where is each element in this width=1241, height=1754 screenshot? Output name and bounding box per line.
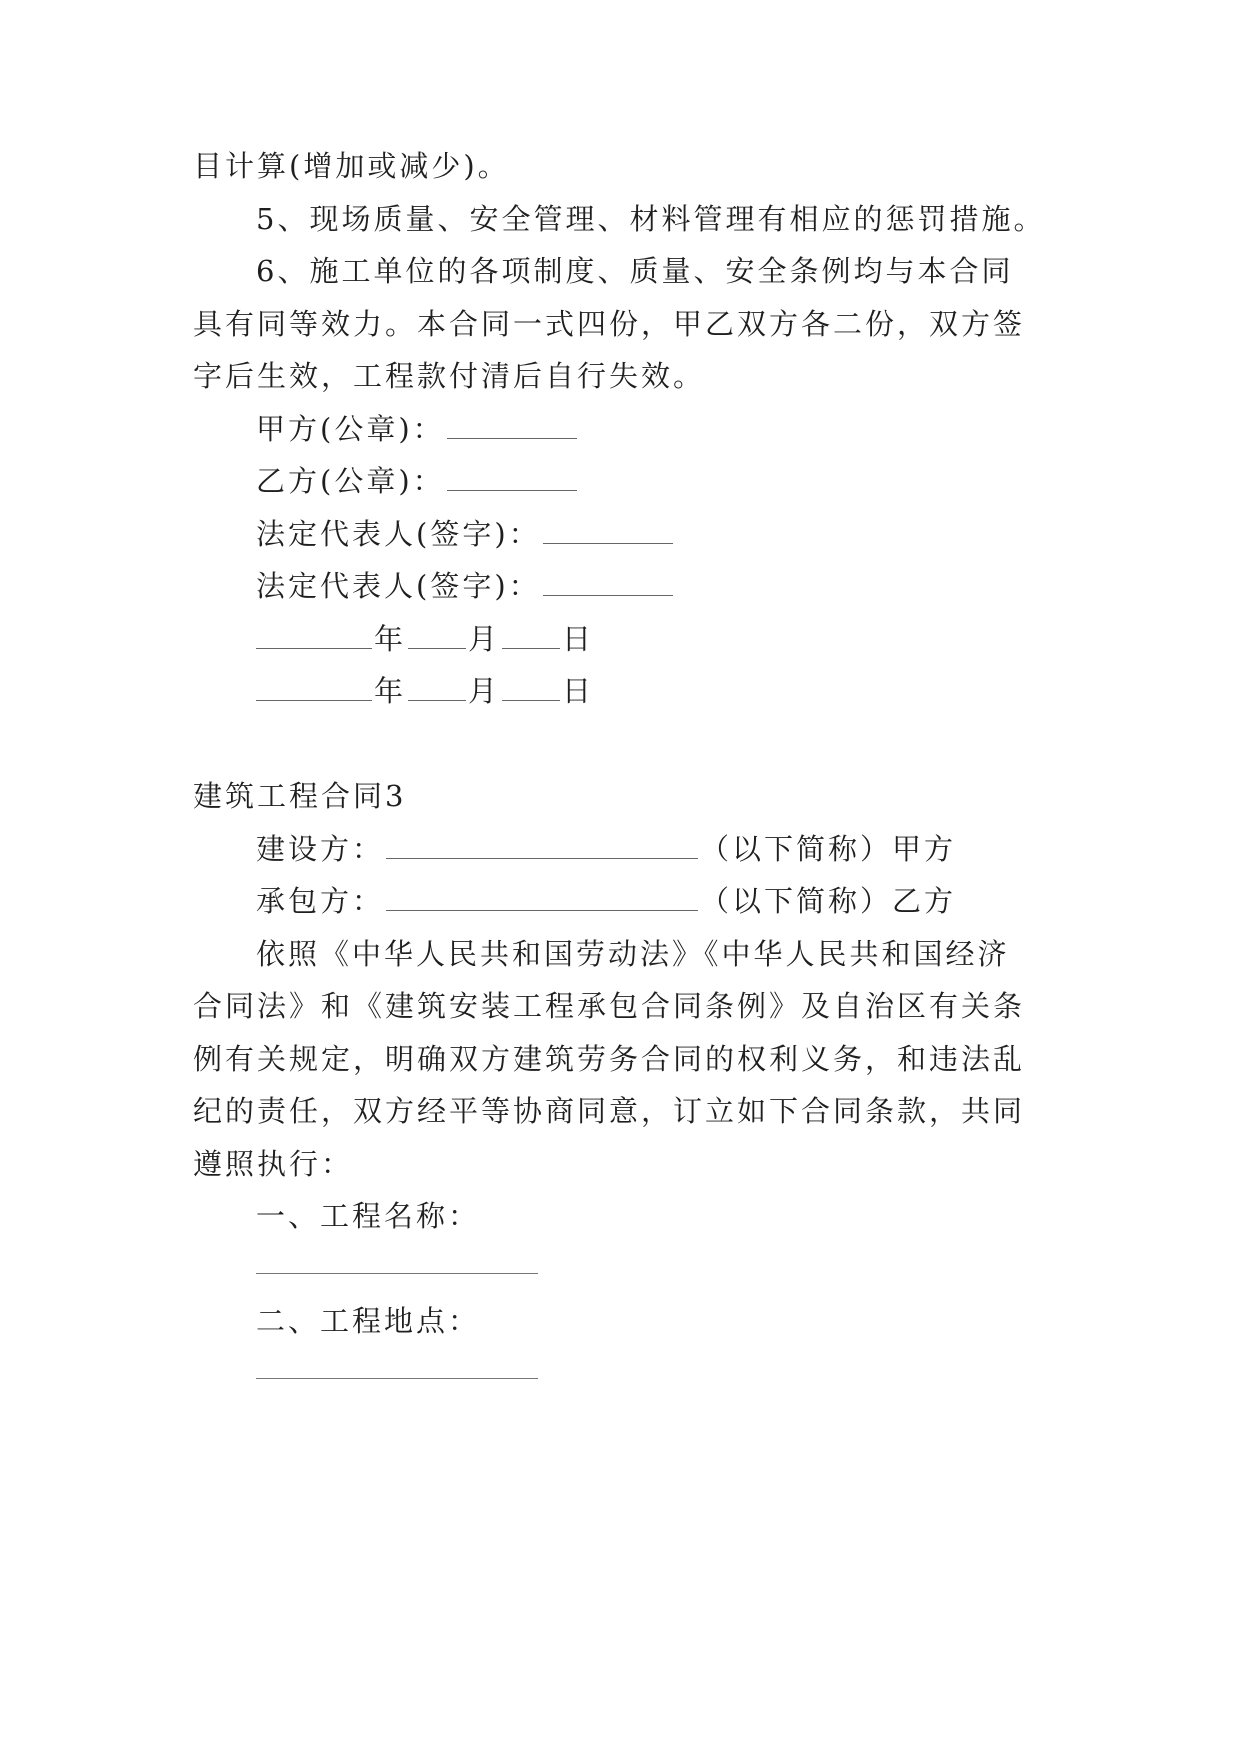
intro-line-3: 例有关规定，明确双方建筑劳务合同的权利义务，和违法乱 xyxy=(193,1042,1026,1076)
item-project-name: 一、工程名称： xyxy=(256,1199,481,1233)
legal-rep-2-blank[interactable] xyxy=(543,573,673,596)
project-name-blank[interactable] xyxy=(256,1273,538,1274)
builder-row xyxy=(256,829,956,869)
legal-rep-2-label: 法定代表人(签字)： xyxy=(256,569,541,603)
party-b-seal-blank[interactable] xyxy=(447,468,577,491)
item-project-location: 二、工程地点： xyxy=(256,1304,481,1338)
party-b-seal-label: 乙方(公章)： xyxy=(256,464,445,498)
intro-line-2: 合同法》和《建筑安装工程承包合同条例》及自治区有关条 xyxy=(193,989,1026,1023)
date-1-year-label: 年 xyxy=(374,622,407,656)
clause-6-line-1: 6、施工单位的各项制度、质量、安全条例均与本合同 xyxy=(256,254,1014,288)
legal-rep-1-label: 法定代表人(签字)： xyxy=(256,517,541,551)
date-2-month-blank[interactable] xyxy=(408,678,466,701)
party-a-seal-row xyxy=(256,409,579,449)
date-1-year-blank[interactable] xyxy=(256,626,372,649)
intro-line-5: 遵照执行： xyxy=(193,1147,354,1181)
intro-line-1: 依照《中华人民共和国劳动法》《中华人民共和国经济 xyxy=(256,937,1010,971)
date-row-2 xyxy=(256,671,594,711)
date-1-day-blank[interactable] xyxy=(502,626,560,649)
contractor-row xyxy=(256,881,956,921)
date-2-day-label: 日 xyxy=(562,674,595,708)
date-1-day-label: 日 xyxy=(562,622,595,656)
intro-line-4: 纪的责任，双方经平等协商同意，订立如下合同条款，共同 xyxy=(193,1094,1026,1128)
paragraph-continuation: 目计算(增加或减少)。 xyxy=(193,149,510,183)
legal-rep-1-blank[interactable] xyxy=(543,521,673,544)
clause-6-line-2: 具有同等效力。本合同一式四份，甲乙双方各二份，双方签 xyxy=(193,307,1026,341)
clause-5: 5、现场质量、安全管理、材料管理有相应的惩罚措施。 xyxy=(256,202,1046,236)
date-2-day-blank[interactable] xyxy=(502,678,560,701)
contractor-suffix: （以下简称）乙方 xyxy=(700,884,957,918)
date-2-month-label: 月 xyxy=(468,674,501,708)
section-title: 建筑工程合同3 xyxy=(193,779,407,813)
builder-blank[interactable] xyxy=(386,836,698,859)
contractor-blank[interactable] xyxy=(386,888,698,911)
clause-6-line-3: 字后生效，工程款付清后自行失效。 xyxy=(193,359,706,393)
date-2-year-label: 年 xyxy=(374,674,407,708)
party-a-seal-blank[interactable] xyxy=(447,416,577,439)
legal-rep-1-row xyxy=(256,514,675,554)
date-1-month-blank[interactable] xyxy=(408,626,466,649)
project-location-blank[interactable] xyxy=(256,1378,538,1379)
builder-suffix: （以下简称）甲方 xyxy=(700,832,957,866)
builder-label: 建设方： xyxy=(256,832,385,866)
party-b-seal-row xyxy=(256,461,579,501)
contractor-label: 承包方： xyxy=(256,884,385,918)
legal-rep-2-row xyxy=(256,566,675,606)
date-2-year-blank[interactable] xyxy=(256,678,372,701)
date-row-1 xyxy=(256,619,594,659)
date-1-month-label: 月 xyxy=(468,622,501,656)
party-a-seal-label: 甲方(公章)： xyxy=(256,412,445,446)
